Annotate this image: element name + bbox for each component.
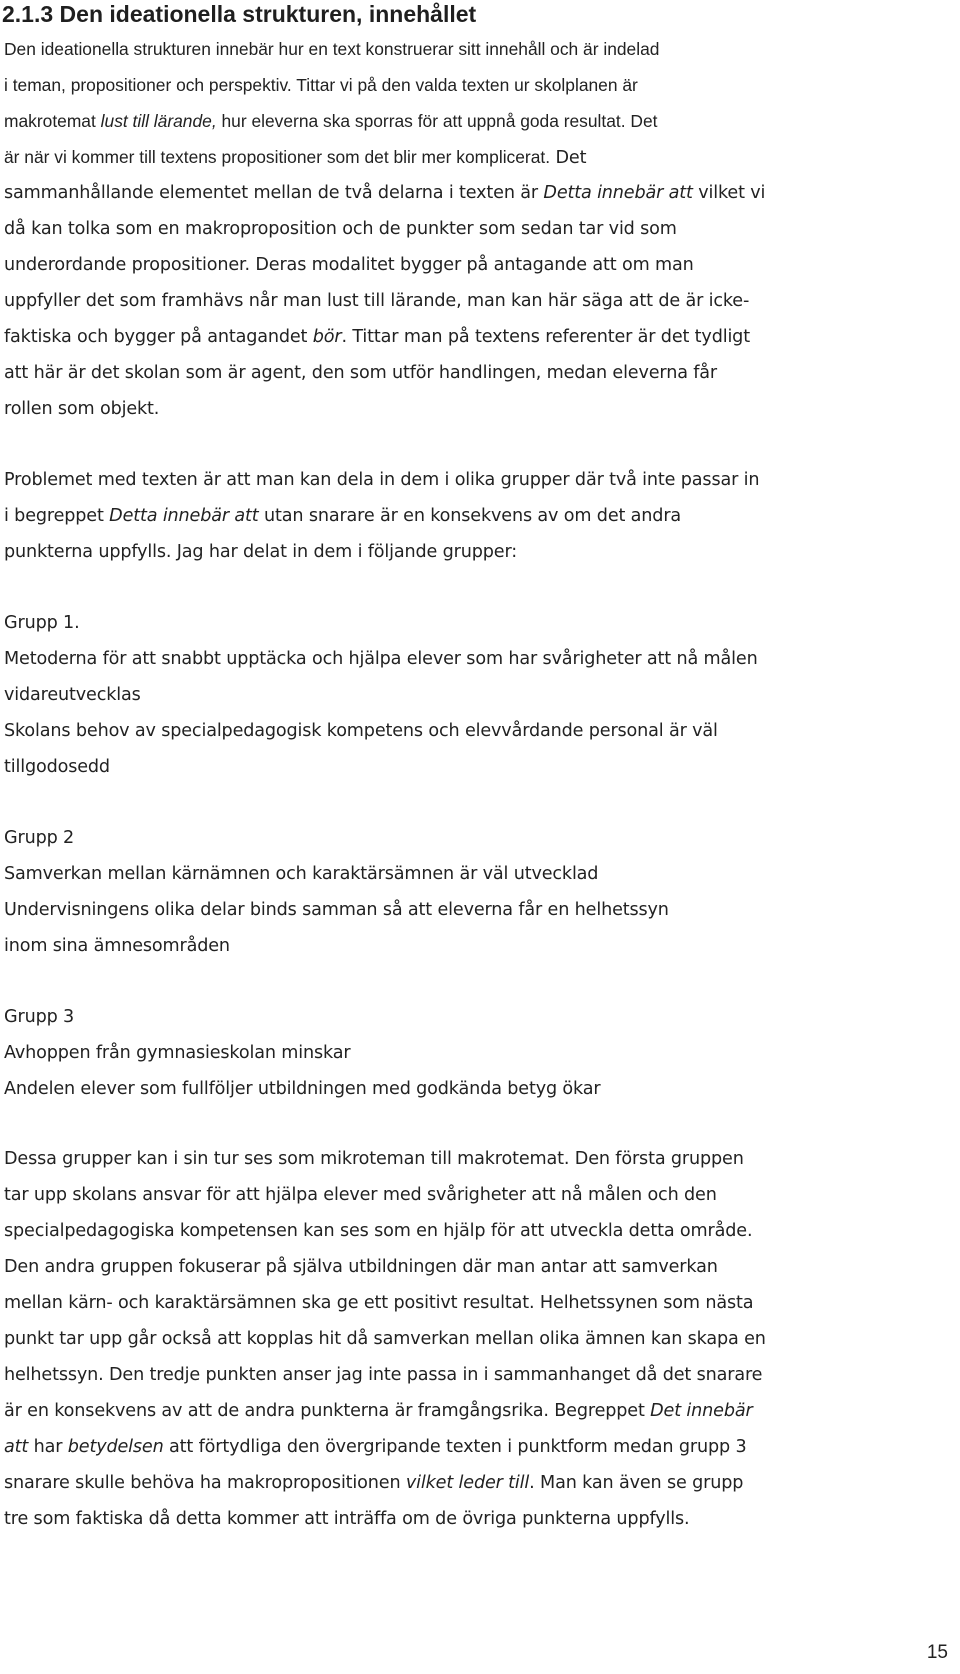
italic-term: att bbox=[4, 1437, 29, 1457]
group-3-item-1: Avhoppen från gymnasieskolan minskar bbox=[4, 1043, 351, 1063]
group-1-title: Grupp 1. bbox=[4, 613, 80, 633]
paragraph-1-line-9 bbox=[4, 323, 750, 351]
italic-term: betydelsen bbox=[67, 1437, 164, 1457]
text-run: Det bbox=[550, 148, 587, 168]
text-run: är när vi kommer till textens propositioner som det blir mer komplicerat. bbox=[4, 147, 551, 167]
paragraph-2-line-2 bbox=[4, 502, 681, 530]
text-run: har bbox=[28, 1437, 68, 1457]
text-run: faktiska och bygger på antagandet bbox=[4, 327, 313, 347]
paragraph-1-line-6: då kan tolka som en makroproposition och de punkter som sedan tar vid som bbox=[4, 219, 677, 239]
group-2-item-2-cont: inom sina ämnesområden bbox=[4, 936, 230, 956]
group-3-title: Grupp 3 bbox=[4, 1007, 75, 1027]
paragraph-3-line-7: helhetssyn. Den tredje punkten anser jag inte passa in i sammanhanget då det snarare bbox=[4, 1365, 763, 1385]
italic-term: lust till lärande, bbox=[100, 111, 217, 131]
text-run: att förtydliga den övergripande texten i punktform medan grupp 3 bbox=[163, 1437, 747, 1457]
group-1-item-1: Metoderna för att snabbt upptäcka och hjälpa elever som har svårigheter att nå målen bbox=[4, 649, 758, 669]
text-run: . Man kan även se grupp bbox=[529, 1473, 744, 1493]
group-3-item-2: Andelen elever som fullföljer utbildningen med godkända betyg ökar bbox=[4, 1079, 601, 1099]
paragraph-3-line-4: Den andra gruppen fokuserar på själva utbildningen där man antar att samverkan bbox=[4, 1257, 718, 1277]
group-2-title: Grupp 2 bbox=[4, 828, 75, 848]
paragraph-3-line-6: punkt tar upp går också att kopplas hit då samverkan mellan olika ämnen kan skapa en bbox=[4, 1329, 766, 1349]
text-run: vilket vi bbox=[692, 183, 766, 203]
group-2-item-2: Undervisningens olika delar binds samman så att eleverna får en helhetssyn bbox=[4, 900, 669, 920]
italic-term: vilket leder till bbox=[405, 1473, 530, 1493]
group-2-item-1: Samverkan mellan kärnämnen och karaktärsämnen är väl utvecklad bbox=[4, 864, 599, 884]
group-1-item-2-cont: tillgodosedd bbox=[4, 757, 110, 777]
italic-term: Detta innebär att bbox=[109, 506, 259, 526]
text-run: i begreppet bbox=[4, 506, 110, 526]
page-number: 15 bbox=[926, 1642, 948, 1663]
paragraph-3-line-10 bbox=[4, 1469, 743, 1497]
text-run: . Tittar man på textens referenter är det tydligt bbox=[341, 327, 750, 347]
text-run: hur eleverna ska sporras för att uppnå goda resultat. Det bbox=[216, 111, 658, 131]
text-run: är en konsekvens av att de andra punkterna är framgångsrika. Begreppet bbox=[4, 1401, 651, 1421]
paragraph-3-line-9 bbox=[4, 1433, 746, 1461]
paragraph-1-line-3 bbox=[4, 107, 657, 135]
paragraph-1-line-4 bbox=[4, 143, 586, 172]
paragraph-1-line-10: att här är det skolan som är agent, den som utför handlingen, medan eleverna får bbox=[4, 363, 718, 383]
italic-term: Detta innebär att bbox=[543, 183, 693, 203]
paragraph-3-line-1: Dessa grupper kan i sin tur ses som mikroteman till makrotemat. Den första gruppen bbox=[4, 1149, 744, 1169]
section-heading: 2.1.3 Den ideationella strukturen, innehållet bbox=[2, 1, 477, 27]
paragraph-1-line-5 bbox=[4, 179, 765, 207]
paragraph-3-line-11: tre som faktiska då detta kommer att inträffa om de övriga punkterna uppfylls. bbox=[4, 1509, 690, 1529]
paragraph-3-line-3: specialpedagogiska kompetensen kan ses som en hjälp för att utveckla detta område. bbox=[4, 1221, 753, 1241]
text-run: utan snarare är en konsekvens av om det andra bbox=[258, 506, 682, 526]
text-run: sammanhållande elementet mellan de två delarna i texten är bbox=[4, 183, 544, 203]
text-run: snarare skulle behöva ha makropropositionen bbox=[4, 1473, 406, 1493]
italic-term: Det innebär bbox=[650, 1401, 753, 1421]
group-1-item-2: Skolans behov av specialpedagogisk kompetens och elevvårdande personal är väl bbox=[4, 721, 718, 741]
paragraph-2-line-3: punkterna uppfylls. Jag har delat in dem i följande grupper: bbox=[4, 542, 518, 562]
paragraph-1-line-11: rollen som objekt. bbox=[4, 399, 160, 419]
paragraph-1-line-2: i teman, propositioner och perspektiv. Tittar vi på den valda texten ur skolplanen är bbox=[4, 75, 638, 95]
paragraph-3-line-8 bbox=[4, 1397, 753, 1425]
paragraph-2-line-1: Problemet med texten är att man kan dela in dem i olika grupper där två inte passar in bbox=[4, 470, 760, 490]
paragraph-1-line-1: Den ideationella strukturen innebär hur en text konstruerar sitt innehåll och är indelad bbox=[4, 39, 660, 59]
italic-term: bör bbox=[312, 327, 342, 347]
paragraph-3-line-5: mellan kärn- och karaktärsämnen ska ge ett positivt resultat. Helhetssynen som nästa bbox=[4, 1293, 754, 1313]
paragraph-1-line-8: uppfyller det som framhävs når man lust till lärande, man kan här säga att de är icke- bbox=[4, 291, 750, 311]
text-run: makrotemat bbox=[4, 111, 101, 131]
paragraph-3-line-2: tar upp skolans ansvar för att hjälpa elever med svårigheter att nå målen och den bbox=[4, 1185, 717, 1205]
group-1-item-1-cont: vidareutvecklas bbox=[4, 685, 141, 705]
paragraph-1-line-7: underordande propositioner. Deras modalitet bygger på antagande att om man bbox=[4, 255, 694, 275]
